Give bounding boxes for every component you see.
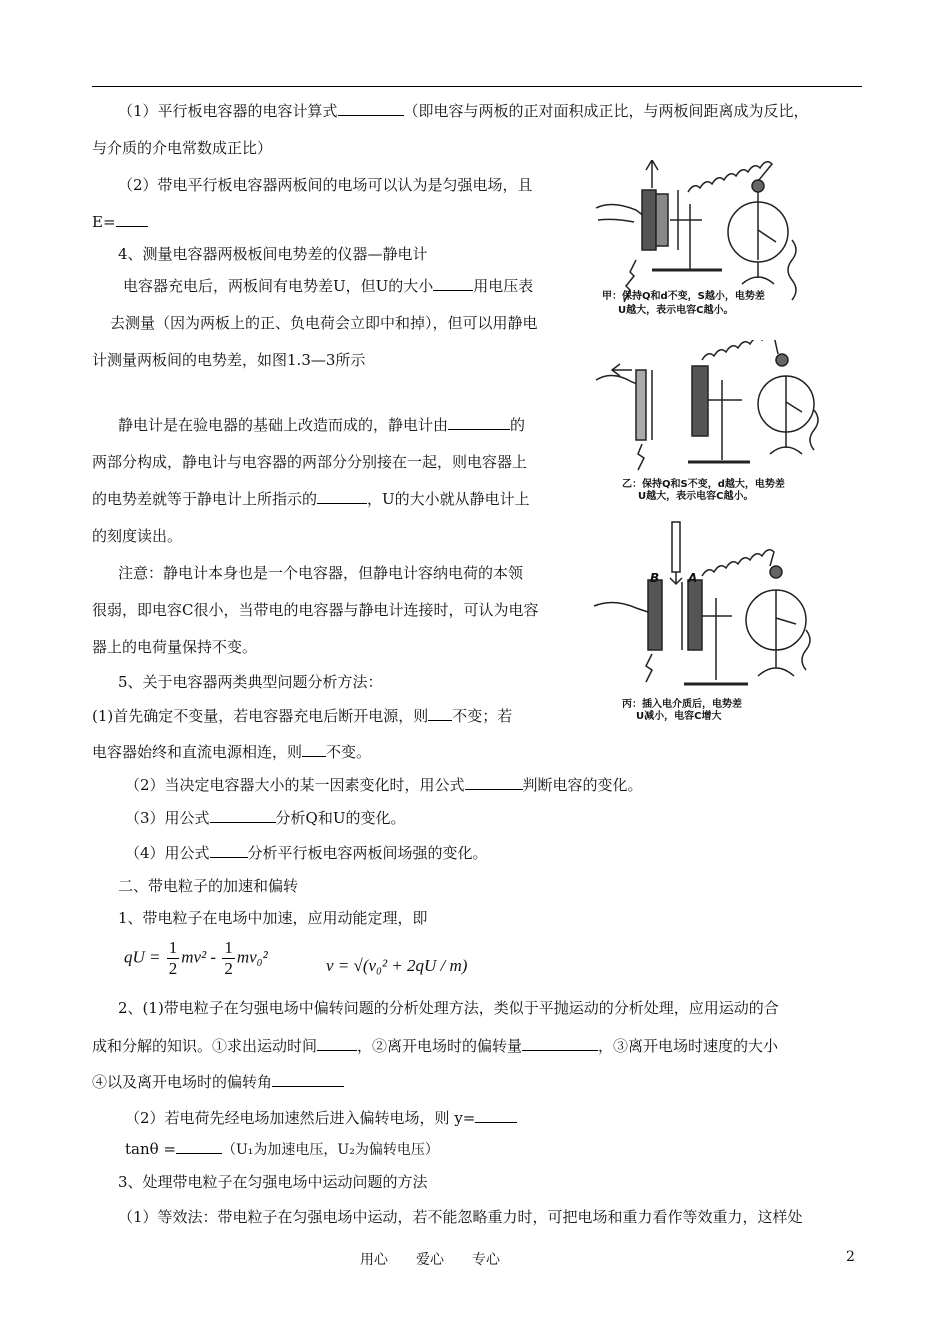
- page-footer: 用心 爱心 专心: [360, 1252, 500, 1268]
- text-line: 1、带电粒子在电场中加速，应用动能定理，即: [118, 909, 428, 927]
- text-line: tanθ = （U₁为加速电压，U₂为偏转电压）: [125, 1140, 439, 1158]
- plate-label-b: B: [650, 571, 660, 585]
- text-line: （2）若电荷先经电场加速然后进入偏转电场，则 y=: [125, 1108, 517, 1128]
- text-line: 计测量两板间的电势差，如图1.3—3所示: [92, 351, 366, 369]
- text-line: 成和分解的知识。①求出运动时间 ，②离开电场时的偏转量 ，③离开电场时速度的大小: [92, 1037, 779, 1055]
- text-line: 两部分构成，静电计与电容器的两部分分别接在一起，则电容器上: [92, 453, 528, 471]
- text-line: 很弱，即电容C很小，当带电的电容器与静电计连接时，可认为电容: [92, 601, 539, 619]
- section-heading: 二、带电粒子的加速和偏转: [118, 877, 299, 895]
- text-line: 注意：静电计本身也是一个电容器，但静电计容纳电荷的本领: [118, 564, 524, 582]
- electroscope-figure-yi: [592, 340, 834, 500]
- figure-caption: 丙：插入电介质后，电势差: [622, 699, 742, 710]
- figure-caption: U越大，表示电容C越小。: [638, 491, 754, 502]
- header-rule: [92, 86, 862, 87]
- figure-caption: U越大，表示电容C越小。: [618, 305, 734, 316]
- text-line: 器上的电荷量保持不变。: [92, 638, 258, 656]
- speed-formula: v = √(v₀² + 2qU / m): [326, 956, 468, 975]
- text-line: 的刻度读出。: [92, 527, 183, 545]
- text-line: 2、(1)带电粒子在匀强电场中偏转问题的分析处理方法，类似于平抛运动的分析处理，应用运动的合: [118, 999, 779, 1017]
- text-line: E=: [92, 212, 148, 232]
- text-line: （4）用公式 分析平行板电容两板间场强的变化。: [125, 844, 488, 862]
- text-line: （2）当决定电容器大小的某一因素变化时，用公式 判断电容的变化。: [125, 776, 643, 794]
- text-line: (1)首先确定不变量，若电容器充电后断开电源，则 不变；若: [92, 707, 513, 725]
- plate-label-a: A: [688, 571, 698, 585]
- text-line: 的电势差就等于静电计上所指示的 ，U的大小就从静电计上: [92, 490, 530, 508]
- electroscope-illustration: [592, 340, 834, 500]
- figure-caption: 甲：保持Q和d不变，S越小，电势差: [602, 291, 765, 302]
- section-heading: 5、关于电容器两类典型问题分析方法：: [118, 673, 383, 691]
- text-line: （3）用公式 分析Q和U的变化。: [125, 809, 406, 827]
- fraction: $\frac{1}{2}$: [224, 938, 233, 978]
- kinetic-energy-formula: qU = $\frac{1}{2}$ mv² - $\frac{1}{2}$ mv₀²: [124, 938, 268, 978]
- text-line: 电容器充电后，两板间有电势差U，但U的大小 用电压表: [123, 277, 534, 295]
- section-heading: 3、处理带电粒子在匀强电场中运动问题的方法: [118, 1173, 428, 1191]
- electroscope-figure-jia: [592, 160, 834, 330]
- text-line: （1）等效法：带电粒子在匀强电场中运动，若不能忽略重力时，可把电场和重力看作等效重力，这样处: [118, 1208, 803, 1226]
- electroscope-figure-bing: [592, 520, 834, 725]
- electroscope-illustration: [592, 520, 834, 725]
- text-line: ④以及离开电场时的偏转角: [92, 1072, 344, 1092]
- text-line: 去测量（因为两板上的正、负电荷会立即中和掉），但可以用静电: [110, 314, 538, 332]
- text-line: （2）带电平行板电容器两板间的电场可以认为是匀强电场，且: [118, 176, 533, 194]
- figure-caption: U减小，电容C增大: [636, 711, 722, 722]
- figure-caption: 乙：保持Q和S不变，d越大，电势差: [622, 479, 785, 490]
- page-number: 2: [846, 1249, 855, 1265]
- section-heading: 4、测量电容器两极板间电势差的仪器—静电计: [118, 245, 428, 263]
- text-line: 与介质的介电常数成正比）: [92, 139, 273, 157]
- text-line: （1）平行板电容器的电容计算式 （即电容与两板的正对面积成正比，与两板间距离成为反比，: [118, 102, 809, 120]
- text-line: 电容器始终和直流电源相连，则 不变。: [92, 743, 372, 761]
- fraction: $\frac{1}{2}$: [168, 938, 178, 978]
- text-line: 静电计是在验电器的基础上改造而成的，静电计由 的: [118, 416, 526, 434]
